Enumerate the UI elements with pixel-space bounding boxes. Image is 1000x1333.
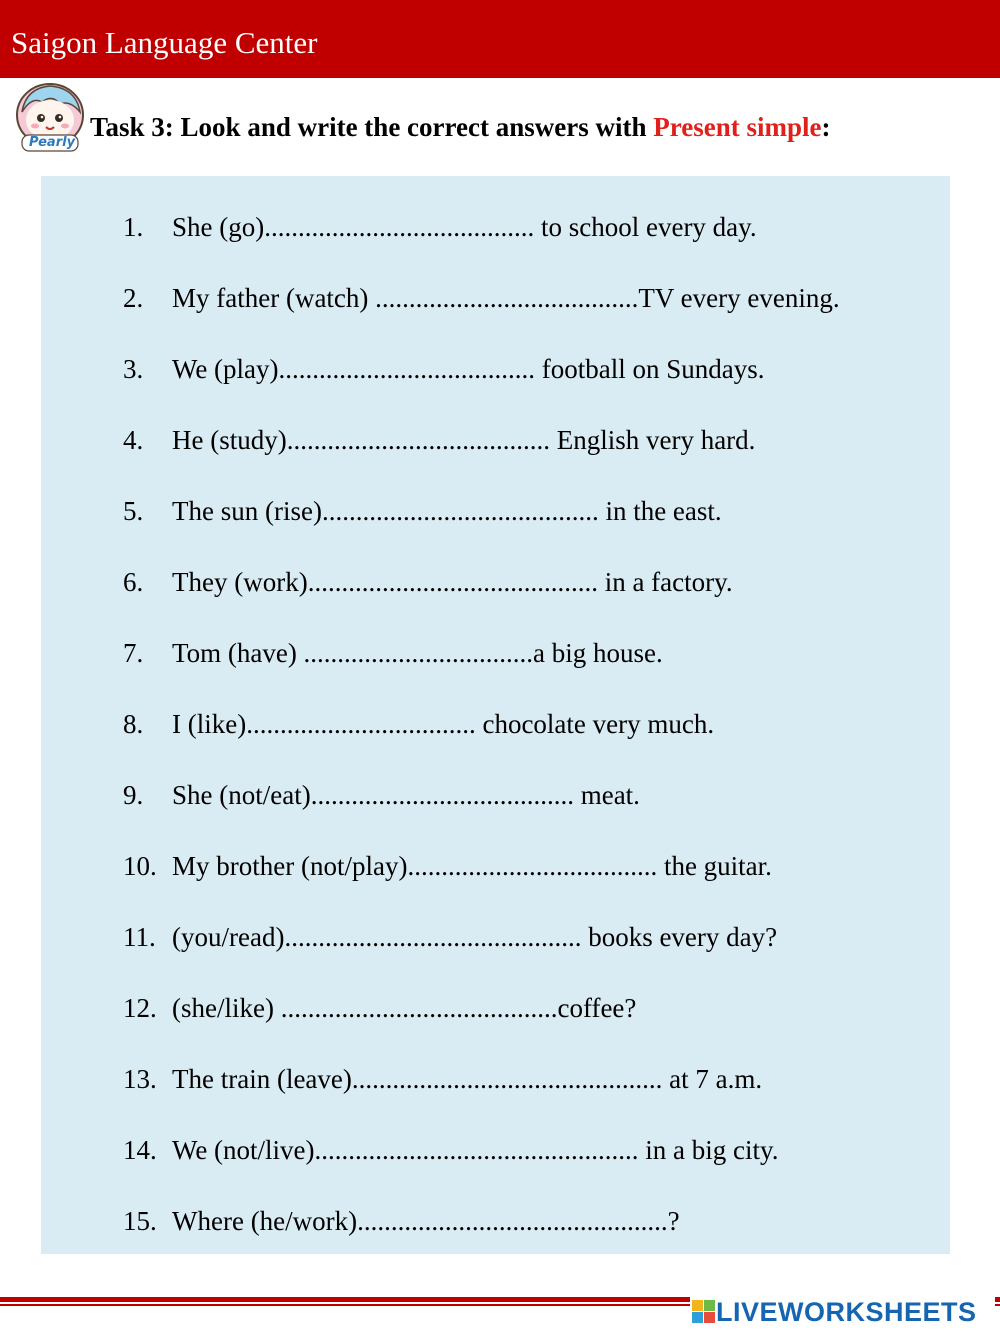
item-sentence: We (not/live)................................................ in a big city.: [172, 1135, 779, 1165]
item-number: 9.: [123, 780, 144, 810]
exercise-item: [123, 422, 755, 458]
item-number: 14.: [123, 1135, 157, 1165]
item-number: 15.: [123, 1206, 157, 1236]
item-sentence: We (play)...................................... football on Sundays.: [172, 354, 765, 384]
item-sentence: (she/like) .........................................coffee?: [172, 993, 637, 1023]
item-number: 11.: [123, 922, 156, 952]
pearly-mascot-logo: [12, 80, 92, 156]
item-sentence: My father (watch) .......................................TV every evening.: [172, 283, 840, 313]
liveworksheets-logo-text: LIVEWORKSHEETS: [716, 1297, 977, 1327]
exercise-item: [123, 706, 714, 742]
exercise-item: [123, 635, 663, 671]
exercise-item: [123, 1061, 762, 1097]
item-sentence: She (go)........................................ to school every day.: [172, 212, 757, 242]
exercise-item: [123, 351, 765, 387]
header-bar: [0, 0, 1000, 78]
item-sentence: She (not/eat)....................................... meat.: [172, 780, 640, 810]
exercise-item: [123, 1203, 680, 1239]
task-heading: [90, 109, 830, 145]
item-sentence: They (work)........................................... in a factory.: [172, 567, 733, 597]
item-sentence: My brother (not/play)..................................... the guitar.: [172, 851, 772, 881]
item-sentence: He (study)....................................... English very hard.: [172, 425, 756, 455]
item-sentence: Where (he/work)..............................................?: [172, 1206, 680, 1236]
item-sentence: The train (leave).............................................. at 7 a.m.: [172, 1064, 763, 1094]
exercise-item: [123, 848, 772, 884]
exercise-item: [123, 280, 840, 316]
exercise-item: [123, 209, 757, 245]
header-title: Saigon Language Center: [11, 25, 318, 60]
liveworksheets-blocks-icon: [692, 1300, 716, 1324]
item-number: 7.: [123, 638, 144, 668]
item-number: 1.: [123, 212, 144, 242]
task-heading-prefix: Task 3: Look and write the correct answers with: [90, 112, 654, 142]
task-heading-suffix: :: [821, 112, 831, 142]
item-number: 5.: [123, 496, 144, 526]
exercise-item: [123, 990, 636, 1026]
exercise-item: [123, 564, 733, 600]
item-number: 8.: [123, 709, 144, 739]
exercise-item: [123, 1132, 779, 1168]
liveworksheets-logo[interactable]: [690, 1296, 995, 1328]
exercise-item: [123, 777, 640, 813]
exercise-item: [123, 493, 722, 529]
item-sentence: Tom (have) ..................................a big house.: [172, 638, 663, 668]
item-sentence: (you/read)............................................ books every day?: [172, 922, 778, 952]
item-number: 4.: [123, 425, 144, 455]
item-sentence: I (like).................................. chocolate very much.: [172, 709, 715, 739]
item-number: 3.: [123, 354, 144, 384]
item-number: 12.: [123, 993, 157, 1023]
task-heading-highlight: Present simple: [653, 112, 822, 142]
item-number: 13.: [123, 1064, 157, 1094]
item-number: 6.: [123, 567, 144, 597]
item-sentence: The sun (rise)......................................... in the east.: [172, 496, 722, 526]
exercise-item: [123, 919, 777, 955]
pearly-logo-label: Pearly: [28, 135, 76, 150]
item-number: 10.: [123, 851, 157, 881]
item-number: 2.: [123, 283, 144, 313]
